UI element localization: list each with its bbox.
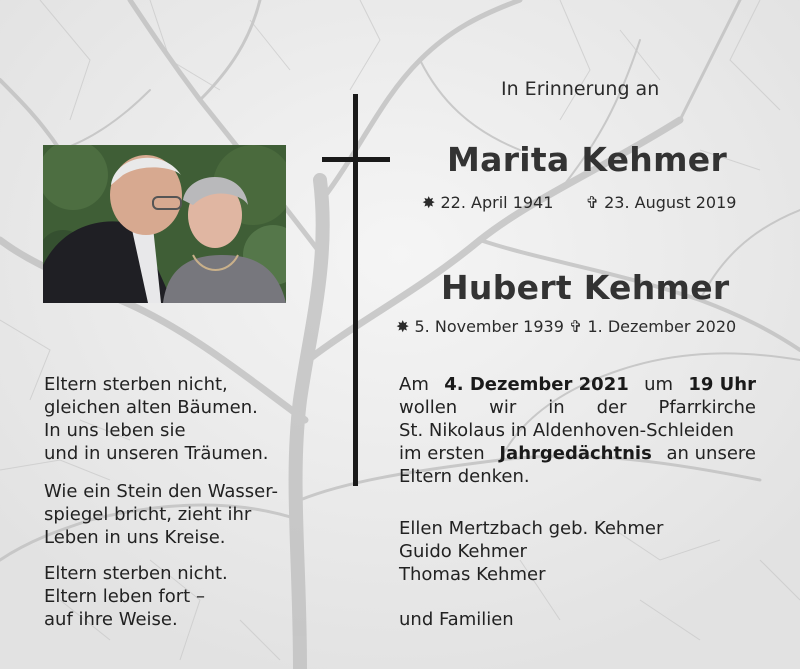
intro-text: In Erinnerung an <box>501 78 660 100</box>
announcement-word: der <box>596 397 627 418</box>
memorial-announcement <box>399 373 756 488</box>
person2-birth-date: 5. November 1939 <box>414 317 564 336</box>
person1-death-date: 23. August 2019 <box>604 193 737 212</box>
poem-line: Leben in uns Kreise. <box>44 527 226 548</box>
star-icon: ✸ <box>422 193 436 212</box>
announcement-line <box>399 442 756 465</box>
announcement-line <box>399 396 756 419</box>
poem-stanza-3 <box>44 562 228 631</box>
family-member: Guido Kehmer <box>399 541 527 562</box>
poem-line: auf ihre Weise. <box>44 609 178 630</box>
person1-name: Marita Kehmer <box>447 140 728 179</box>
poem-stanza-1 <box>44 373 269 465</box>
family-members <box>399 517 663 586</box>
announcement-line <box>399 373 756 396</box>
cross-icon: ✞ <box>585 193 599 212</box>
poem-stanza-2 <box>44 480 278 549</box>
announcement-word: um <box>644 374 674 395</box>
announcement-word: Pfarrkirche <box>658 397 756 418</box>
mass-time: 19 Uhr <box>688 374 756 395</box>
poem-line: und in unseren Träumen. <box>44 443 269 464</box>
person1-birth-date: 22. April 1941 <box>440 193 554 212</box>
couple-photo <box>43 145 286 303</box>
cross-vertical-bar <box>353 94 358 486</box>
star-icon: ✸ <box>396 317 410 336</box>
cross-horizontal-bar <box>322 157 390 162</box>
family-member: Ellen Mertzbach geb. Kehmer <box>399 518 664 539</box>
family-member: Thomas Kehmer <box>399 564 546 585</box>
person2-death-date: 1. Dezember 2020 <box>587 317 737 336</box>
announcement-word: im ersten <box>399 443 485 464</box>
mass-date: 4. Dezember 2021 <box>444 374 629 395</box>
poem-line: In uns leben sie <box>44 420 186 441</box>
announcement-word: Am <box>399 374 429 395</box>
poem-line: spiegel bricht, zieht ihr <box>44 504 252 525</box>
announcement-word: wir <box>489 397 517 418</box>
announcement-word: in <box>548 397 565 418</box>
poem-line: Eltern sterben nicht, <box>44 374 228 395</box>
church-name: St. Nikolaus in Aldenhoven-Schleiden <box>399 420 734 441</box>
poem-line: Eltern leben fort – <box>44 586 205 607</box>
person2-dates <box>396 317 736 336</box>
anniversary-mass-label: Jahrgedächtnis <box>499 443 652 464</box>
poem-line: Eltern sterben nicht. <box>44 563 228 584</box>
announcement-word: wollen <box>399 397 458 418</box>
poem-line: Wie ein Stein den Wasser- <box>44 481 278 502</box>
family-closing: und Familien <box>399 609 514 630</box>
announcement-line: Eltern denken. <box>399 466 530 487</box>
cross-icon: ✞ <box>568 317 583 336</box>
person2-name: Hubert Kehmer <box>441 268 730 307</box>
announcement-word: an unsere <box>666 443 756 464</box>
poem-line: gleichen alten Bäumen. <box>44 397 258 418</box>
person1-dates <box>422 193 736 212</box>
